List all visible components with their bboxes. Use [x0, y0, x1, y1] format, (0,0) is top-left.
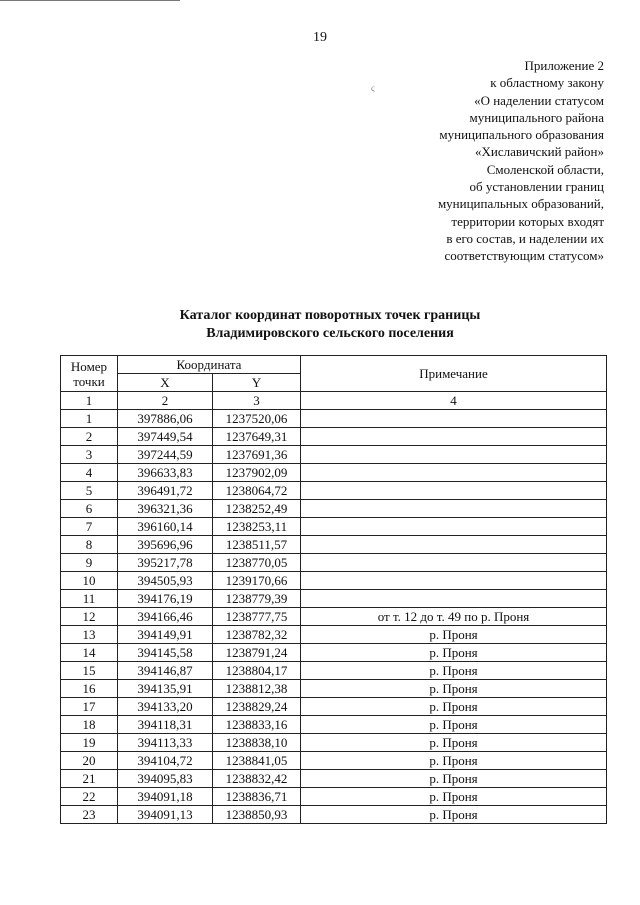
- note-cell: р. Проня: [301, 626, 607, 644]
- note-cell: [301, 518, 607, 536]
- y-coordinate-cell: 1238511,57: [213, 536, 301, 554]
- point-number-cell: 15: [61, 662, 118, 680]
- y-coordinate-cell: 1238836,71: [213, 788, 301, 806]
- column-number: 3: [213, 392, 301, 410]
- appendix-line: «Хиславичский район»: [475, 144, 604, 160]
- y-coordinate-cell: 1237520,06: [213, 410, 301, 428]
- note-cell: [301, 410, 607, 428]
- y-coordinate-cell: 1238777,75: [213, 608, 301, 626]
- table-row: [61, 554, 607, 572]
- x-coordinate-cell: 394166,46: [118, 608, 213, 626]
- table-body: [61, 410, 607, 824]
- point-number-cell: 11: [61, 590, 118, 608]
- catalog-title: [0, 307, 640, 343]
- note-cell: р. Проня: [301, 752, 607, 770]
- x-coordinate-cell: 395217,78: [118, 554, 213, 572]
- note-cell: [301, 590, 607, 608]
- table-header: [61, 356, 607, 410]
- appendix-line: муниципального образования: [439, 127, 604, 143]
- point-number-cell: 22: [61, 788, 118, 806]
- x-coordinate-cell: 394505,93: [118, 572, 213, 590]
- y-coordinate-cell: 1237902,09: [213, 464, 301, 482]
- point-number-cell: 19: [61, 734, 118, 752]
- table-row: [61, 752, 607, 770]
- table-row: [61, 428, 607, 446]
- x-coordinate-cell: 397449,54: [118, 428, 213, 446]
- y-coordinate-cell: 1238782,32: [213, 626, 301, 644]
- point-number-cell: 12: [61, 608, 118, 626]
- y-coordinate-cell: 1238770,05: [213, 554, 301, 572]
- x-coordinate-cell: 397886,06: [118, 410, 213, 428]
- x-coordinate-cell: 394135,91: [118, 680, 213, 698]
- table-row: [61, 536, 607, 554]
- note-cell: р. Проня: [301, 662, 607, 680]
- appendix-line: территории которых входят: [451, 213, 604, 229]
- note-cell: от т. 12 до т. 49 по р. Проня: [301, 608, 607, 626]
- table-row: [61, 806, 607, 824]
- table-row: [61, 464, 607, 482]
- table-row: [61, 680, 607, 698]
- y-coordinate-cell: 1238829,24: [213, 698, 301, 716]
- top-rule: [0, 0, 180, 1]
- appendix-line: соответствующим статусом»: [444, 248, 604, 264]
- appendix-line: «О наделении статусом: [474, 92, 604, 108]
- table-row: [61, 626, 607, 644]
- x-coordinate-cell: 394091,13: [118, 806, 213, 824]
- note-cell: р. Проня: [301, 806, 607, 824]
- point-number-cell: 21: [61, 770, 118, 788]
- y-coordinate-cell: 1238791,24: [213, 644, 301, 662]
- appendix-line: муниципального района: [469, 109, 604, 125]
- appendix-line: к областному закону: [490, 75, 604, 91]
- note-cell: [301, 482, 607, 500]
- point-number-cell: 10: [61, 572, 118, 590]
- appendix-line: Приложение 2: [524, 58, 604, 73]
- column-number: 4: [301, 392, 607, 410]
- y-coordinate-cell: 1238812,38: [213, 680, 301, 698]
- x-coordinate-cell: 396491,72: [118, 482, 213, 500]
- x-coordinate-cell: 394113,33: [118, 734, 213, 752]
- note-cell: [301, 428, 607, 446]
- table-row: [61, 518, 607, 536]
- catalog-title-line: Владимировского сельского поселения: [206, 326, 454, 341]
- x-coordinate-cell: 396633,83: [118, 464, 213, 482]
- stray-mark: ς: [371, 83, 375, 93]
- x-coordinate-cell: 394133,20: [118, 698, 213, 716]
- table-row: [61, 734, 607, 752]
- table-row: [61, 716, 607, 734]
- y-coordinate-cell: 1237691,36: [213, 446, 301, 464]
- x-coordinate-cell: 394145,58: [118, 644, 213, 662]
- note-cell: [301, 464, 607, 482]
- x-coordinate-cell: 394149,91: [118, 626, 213, 644]
- header-point-number: [61, 356, 118, 392]
- appendix-line: об установлении границ: [469, 179, 604, 195]
- y-coordinate-cell: 1238850,93: [213, 806, 301, 824]
- table-row: [61, 788, 607, 806]
- point-number-cell: 4: [61, 464, 118, 482]
- note-cell: р. Проня: [301, 770, 607, 788]
- column-number: 2: [118, 392, 213, 410]
- point-number-cell: 8: [61, 536, 118, 554]
- y-coordinate-cell: 1238838,10: [213, 734, 301, 752]
- catalog-title-line: Каталог координат поворотных точек границы: [179, 308, 481, 323]
- appendix-header: [344, 57, 604, 265]
- x-coordinate-cell: 395696,96: [118, 536, 213, 554]
- column-numbers-row: [61, 392, 607, 410]
- table-row: [61, 572, 607, 590]
- table-row: [61, 608, 607, 626]
- note-cell: [301, 446, 607, 464]
- note-cell: [301, 536, 607, 554]
- appendix-line: в его состав, и наделении их: [446, 230, 604, 246]
- x-coordinate-cell: 397244,59: [118, 446, 213, 464]
- y-coordinate-cell: 1238064,72: [213, 482, 301, 500]
- y-coordinate-cell: 1238833,16: [213, 716, 301, 734]
- note-cell: р. Проня: [301, 788, 607, 806]
- table-row: [61, 482, 607, 500]
- point-number-cell: 6: [61, 500, 118, 518]
- y-coordinate-cell: 1238253,11: [213, 518, 301, 536]
- header-coordinate: Координата: [118, 356, 301, 374]
- table-row: [61, 644, 607, 662]
- y-coordinate-cell: 1239170,66: [213, 572, 301, 590]
- point-number-cell: 18: [61, 716, 118, 734]
- note-cell: р. Проня: [301, 680, 607, 698]
- y-coordinate-cell: 1238841,05: [213, 752, 301, 770]
- y-coordinate-cell: 1238832,42: [213, 770, 301, 788]
- point-number-cell: 20: [61, 752, 118, 770]
- point-number-cell: 16: [61, 680, 118, 698]
- table-row: [61, 446, 607, 464]
- x-coordinate-cell: 396160,14: [118, 518, 213, 536]
- x-coordinate-cell: 394091,18: [118, 788, 213, 806]
- x-coordinate-cell: 394176,19: [118, 590, 213, 608]
- x-coordinate-cell: 394104,72: [118, 752, 213, 770]
- point-number-cell: 9: [61, 554, 118, 572]
- note-cell: р. Проня: [301, 716, 607, 734]
- table-row: [61, 590, 607, 608]
- point-number-cell: 23: [61, 806, 118, 824]
- table-row: [61, 500, 607, 518]
- note-cell: р. Проня: [301, 734, 607, 752]
- point-number-cell: 7: [61, 518, 118, 536]
- y-coordinate-cell: 1238804,17: [213, 662, 301, 680]
- table-row: [61, 662, 607, 680]
- note-cell: р. Проня: [301, 698, 607, 716]
- note-cell: [301, 572, 607, 590]
- note-cell: р. Проня: [301, 644, 607, 662]
- point-number-cell: 1: [61, 410, 118, 428]
- coordinates-table: [60, 355, 607, 824]
- column-number: 1: [61, 392, 118, 410]
- point-number-cell: 2: [61, 428, 118, 446]
- header-x: X: [118, 374, 213, 392]
- y-coordinate-cell: 1237649,31: [213, 428, 301, 446]
- table-row: [61, 410, 607, 428]
- note-cell: [301, 500, 607, 518]
- point-number-cell: 5: [61, 482, 118, 500]
- appendix-line: Смоленской области,: [486, 161, 604, 177]
- appendix-line: муниципальных образований,: [437, 196, 604, 212]
- page-number: 19: [313, 30, 327, 45]
- note-cell: [301, 554, 607, 572]
- table-row: [61, 698, 607, 716]
- point-number-cell: 13: [61, 626, 118, 644]
- x-coordinate-cell: 394118,31: [118, 716, 213, 734]
- y-coordinate-cell: 1238779,39: [213, 590, 301, 608]
- point-number-cell: 17: [61, 698, 118, 716]
- header-point-number-line: Номер: [70, 358, 108, 374]
- point-number-cell: 14: [61, 644, 118, 662]
- header-point-number-line: точки: [73, 373, 105, 389]
- header-note: Примечание: [301, 356, 607, 392]
- y-coordinate-cell: 1238252,49: [213, 500, 301, 518]
- header-y: Y: [213, 374, 301, 392]
- x-coordinate-cell: 396321,36: [118, 500, 213, 518]
- x-coordinate-cell: 394095,83: [118, 770, 213, 788]
- point-number-cell: 3: [61, 446, 118, 464]
- x-coordinate-cell: 394146,87: [118, 662, 213, 680]
- table-row: [61, 770, 607, 788]
